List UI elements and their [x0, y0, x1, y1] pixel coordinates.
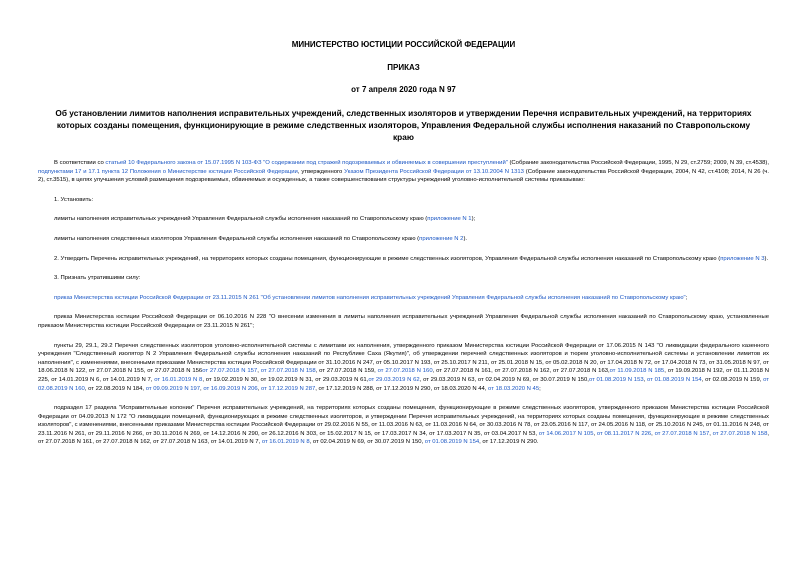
amendment-link[interactable]: от 08.11.2017 N 226 [596, 430, 652, 437]
amendment-link[interactable]: от 16.09.2019 N 206 [203, 385, 258, 392]
amendment-link[interactable]: от 17.12.2019 N 287 [260, 385, 316, 392]
ministry-heading: МИНИСТЕРСТВО ЮСТИЦИИ РОССИЙСКОЙ ФЕДЕРАЦИИ [291, 40, 516, 49]
amendment-link[interactable]: от 01.08.2019 N 154 [647, 376, 702, 383]
doc-date-number: от 7 апреля 2020 года N 97 [351, 85, 456, 94]
amendment-link[interactable]: от 18.03.2020 N 45 [488, 385, 540, 392]
preamble-paragraph: В соответствии со статьей 10 Федерального закона от 15.07.1995 N 103-ФЗ "О содержании под стражей подозреваемых и обвиняемых в совершении преступлений" (Собрание законодательства Российской Федерации, 1995, N 29, ст.2759; 2009, N 39, ст.4538), подпунктами 17 и 17.1 пункта 12 Положения о Министерстве юстиции Российской Федерации, утвержденного Указом Президента Российской Федерации от 13.10.2004 N 1313 (Собрание законодательства Российской Федерации, 2004, N 42, ст.4108; 2014, N 26 (ч. 2), ст.3515), в целях улучшения условий размещения подозреваемых, обвиняемых и осужденных, а также совершенствования структуры учреждений уголовно-исполнительной системы приказываю: [38, 160, 770, 184]
order-261-link[interactable]: приказ Министерства юстиции Российской Федерации от 23.11.2015 N 261 "Об установлении лимитов наполнения исправительных учреждений Управления Федеральной службы исполнения наказаний по Ставропольскому краю" [54, 294, 686, 301]
amendment-link[interactable]: от 11.09.2018 N 185 [609, 368, 665, 375]
amendment-link[interactable]: от 16.01.2019 N 8 [261, 439, 310, 446]
amendment-link[interactable]: от 27.07.2018 N 160 [377, 368, 433, 375]
document-body [38, 159, 769, 447]
clause-2: 2. Утвердить Перечень исправительных учреждений, на территориях которых созданы помещения, функционирующие в режиме следственных изоляторов, Управления Федеральной службы исполнения наказаний по Ставропольскому краю (приложение N 3). [54, 255, 769, 262]
clause-1-heading: 1. Установить: [54, 196, 94, 203]
repealed-order-261: приказ Министерства юстиции Российской Федерации от 23.11.2015 N 261 "Об установлении лимитов наполнения исправительных учреждений Управления Федеральной службы исполнения наказаний по Ставропольскому краю"; [54, 294, 688, 301]
appendix-3-link[interactable]: приложение N 3 [720, 255, 765, 262]
presidential-decree-link[interactable]: Указом Президента Российской Федерации от 13.10.2004 N 1313 [344, 168, 524, 175]
repealed-order-228: приказ Министерства юстиции Российской Федерации от 06.10.2016 N 228 "О внесении изменения в лимиты наполнения исправительных учреждений Управления Федеральной службы исполнения наказаний по Ставропольскому краю, установленные приказом Министерства юстиции Российской Федерации от 23.11.2015 N 261"; [38, 314, 769, 329]
doc-type-heading: ПРИКАЗ [387, 63, 420, 72]
ministry-regulation-link[interactable]: подпунктами 17 и 17.1 пункта 12 Положения о Министерстве юстиции Российской Федерации [38, 168, 298, 175]
repealed-points-29: пункты 29, 29.1, 29.2 Перечня следственных изоляторов уголовно-исполнительной системы с лимитами их наполнения, утвержденного приказом Министерства юстиции Российской Федерации от 17.06.2015 N 143 "О ликвидации федерального казенного учреждения "Следственный изолятор N 2 Управления Федеральной службы исполнения наказаний по Республике Саха (Якутия)", об утверждении перечней следственных изоляторов и тюрем уголовно-исполнительной системы и установлении лимитов их наполнения", с изменениями, внесенными приказами Министерства юстиции Российской Федерации от 31.10.2016 N 247, от 05.10.2017 N 193, от 25.10.2017 N 211, от 25.01.2018 N 15, от 05.02.2018 N 20, от 17.04.2018 N 72, от 17.04.2018 N 73, от 31.05.2018 N 97, от 18.06.2018 N 122, от 27.07.2018 N 155, от 27.07.2018 N 156от 27.07.2018 N 157, от 27.07.2018 N 158, от 27.07.2018 N 159, от 27.07.2018 N 160, от 27.07.2018 N 161, от 27.07.2018 N 162, от 27.07.2018 N 163,от 11.09.2018 N 185, от 19.09.2018 N 192, от 01.11.2018 N 225, от 14.01.2019 N 6, от 14.01.2019 N 7, от 16.01.2019 N 8, от 19.02.2019 N 30, от 19.02.2019 N 31, от 29.03.2019 N 61,от 29.03.2019 N 62, от 29.03.2019 N 63, от 02.04.2019 N 69, от 30.07.2019 N 150,от 01.08.2019 N 153, от 01.08.2019 N 154, от 02.08.2019 N 159, от 02.08.2019 N 160, от 22.08.2019 N 184, от 09.09.2019 N 197, от 16.09.2019 N 206, от 17.12.2019 N 287, от 17.12.2019 N 288, от 17.12.2019 N 290, от 18.03.2020 N 44, от 18.03.2020 N 45; [38, 342, 770, 392]
clause-3-heading: 3. Признать утратившими силу: [54, 275, 141, 282]
clause-1-item-1: лимиты наполнения исправительных учреждений Управления Федеральной службы исполнения наказаний по Ставропольскому краю (приложение N 1); [54, 216, 476, 223]
law-103-link[interactable]: статьей 10 Федерального закона от 15.07.1995 N 103-ФЗ "О содержании под стражей подозреваемых и обвиняемых в совершении преступлений" [105, 160, 508, 166]
amendment-link[interactable]: от 16.01.2019 N 8 [154, 376, 203, 383]
amendment-link[interactable]: от 29.03.2019 N 62 [368, 376, 420, 383]
amendment-link[interactable]: от 14.06.2017 N 105 [538, 430, 594, 437]
amendment-link[interactable]: от 01.08.2019 N 154 [424, 439, 480, 446]
clause-1-item-2: лимиты наполнения следственных изоляторов Управления Федеральной службы исполнения наказаний по Ставропольскому краю (приложение N 2). [54, 235, 468, 242]
amendment-link[interactable]: от 09.09.2019 N 197 [145, 385, 201, 392]
amendment-link[interactable]: от 27.07.2018 N 157 [202, 368, 258, 375]
appendix-2-link[interactable]: приложение N 2 [419, 235, 464, 242]
repealed-subsection-17: подраздел 17 раздела "Исправительные колонии" Перечня исправительных учреждений, на территориях которых созданы помещения, функционирующие в режиме следственных изоляторов, утвержденного приказом Министерства юстиции Российской Федерации от 04.09.2013 N 172 "О ликвидации помещений, функционирующих в режиме следственных изоляторов, и утверждении Перечня исправительных учреждений, на территориях которых созданы помещения, функционирующие в режиме следственных изоляторов", с изменениями, внесенными приказами Министерства юстиции Российской Федерации от 29.02.2016 N 55, от 11.03.2016 N 63, от 11.03.2016 N 64, от 30.03.2016 N 78, от 23.05.2016 N 117, от 24.05.2016 N 118, от 25.10.2016 N 245, от 01.11.2016 N 248, от 23.11.2016 N 261, от 29.11.2016 N 266, от 30.11.2016 N 269, от 14.12.2016 N 290, от 26.12.2016 N 303, от 15.02.2017 N 15, от 17.03.2017 N 34, от 17.03.2017 N 35, от 03.04.2017 N 53, от 14.06.2017 N 105, от 08.11.2017 N 226, от 27.07.2018 N 157, от 27.07.2018 N 158, от 27.07.2018 N 161, от 27.07.2018 N 162, от 27.07.2018 N 163, от 14.01.2019 N 7, от 16.01.2019 N 8, от 02.04.2019 N 69, от 30.07.2019 N 150, от 01.08.2019 N 154, от 17.12.2019 N 290. [38, 405, 770, 446]
amendment-link[interactable]: от 02.08.2019 N 160 [38, 376, 769, 392]
amendment-link[interactable]: от 27.07.2018 N 158 [260, 368, 316, 375]
amendment-link[interactable]: от 27.07.2018 N 158 [712, 430, 768, 437]
amendment-link[interactable]: от 27.07.2018 N 157 [654, 430, 710, 437]
amendment-link[interactable]: от 01.08.2019 N 153 [588, 376, 644, 383]
appendix-1-link[interactable]: приложение N 1 [427, 216, 472, 223]
document-title: Об установлении лимитов наполнения исправительных учреждений, следственных изоляторов и утверждении Перечня исправительных учреждений, на территориях которых созданы помещения, функционирующие в режиме следственных изоляторов, Управления Федеральной службы исполнения наказаний по Ставропольскому краю [55, 108, 752, 142]
